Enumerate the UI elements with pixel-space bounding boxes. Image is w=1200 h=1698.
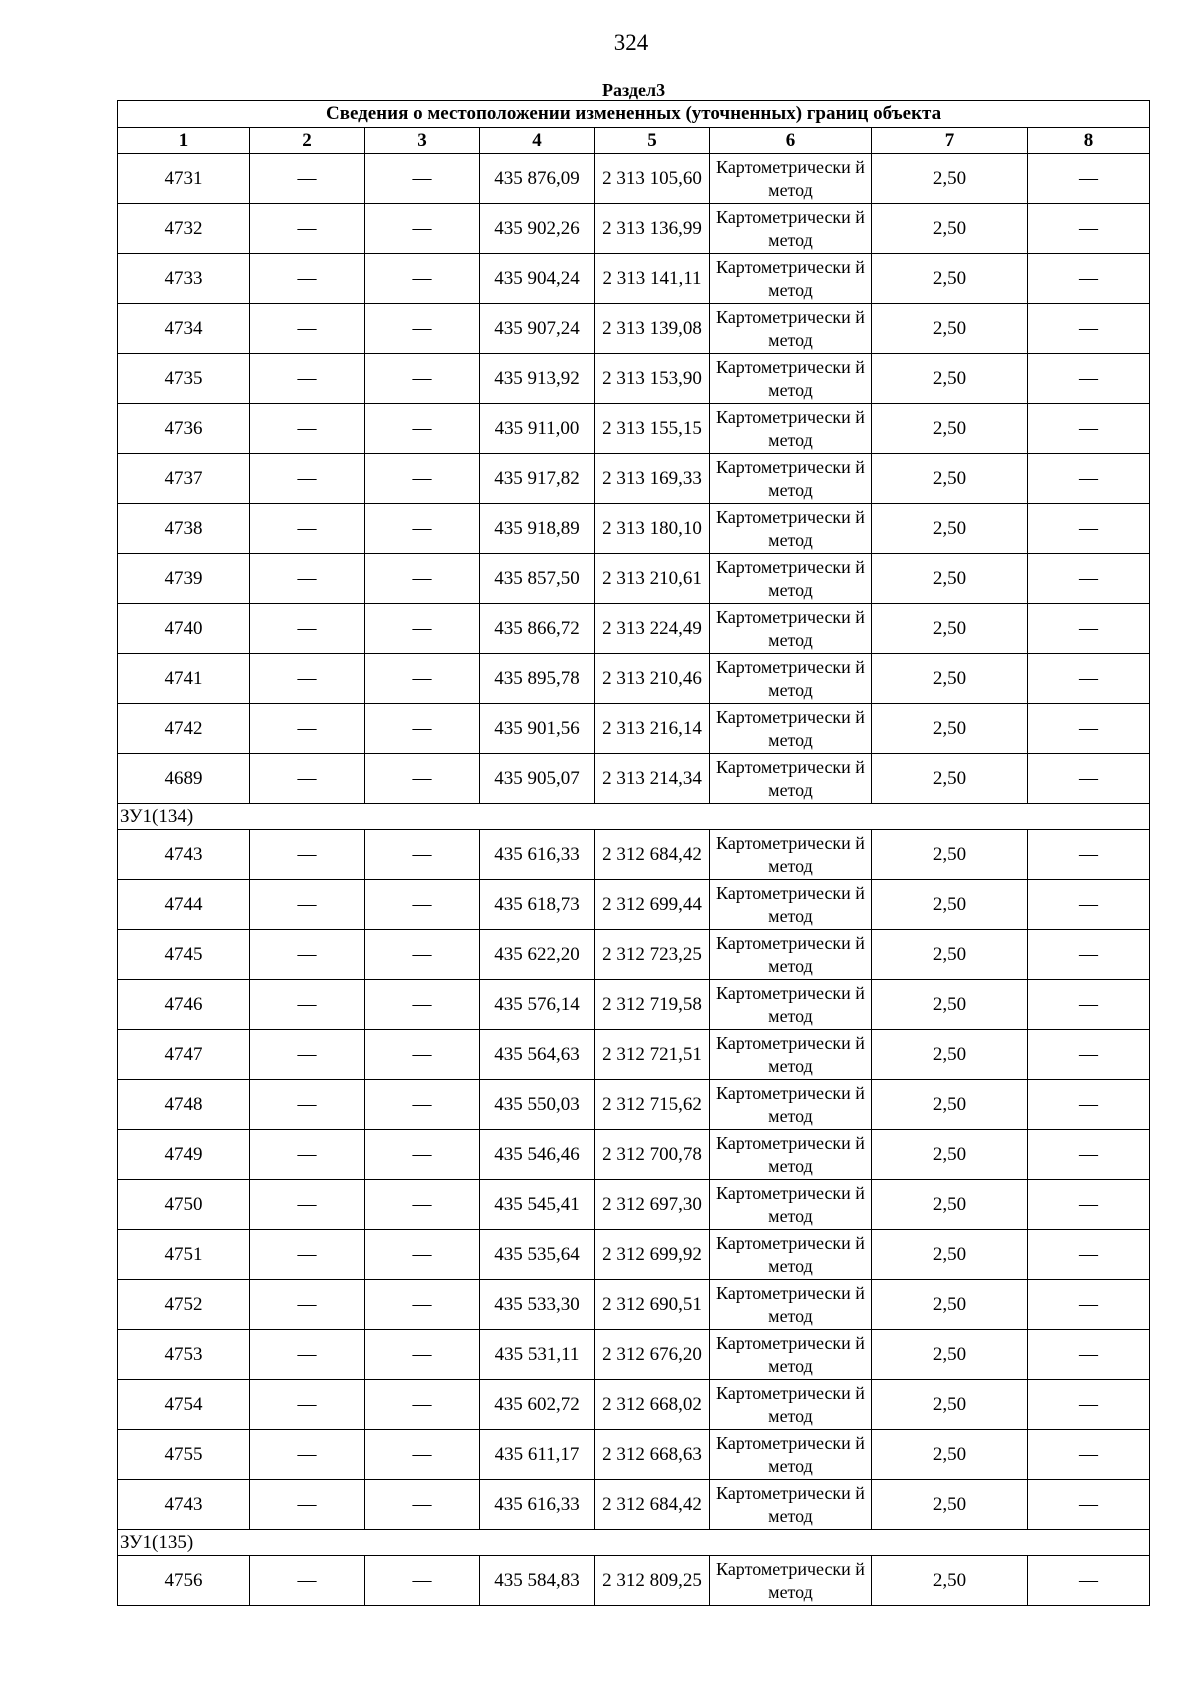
x-coordinate-cell: 435 550,03 [480,1080,595,1130]
table-body [118,154,1150,1606]
point-number-cell: 4734 [118,304,250,354]
table-row [118,154,1150,204]
method-cell: Картометрически й метод [710,880,872,930]
empty-cell: — [365,930,480,980]
empty-cell: — [365,254,480,304]
empty-cell: — [1028,1180,1150,1230]
empty-cell: — [1028,880,1150,930]
y-coordinate-cell: 2 312 700,78 [595,1130,710,1180]
y-coordinate-cell: 2 312 723,25 [595,930,710,980]
empty-cell: — [250,1480,365,1530]
empty-cell: — [365,1130,480,1180]
column-number: 2 [250,128,365,154]
y-coordinate-cell: 2 313 180,10 [595,504,710,554]
group-label-row [118,1530,1150,1556]
y-coordinate-cell: 2 312 721,51 [595,1030,710,1080]
empty-cell: — [1028,404,1150,454]
accuracy-cell: 2,50 [872,1230,1028,1280]
table-row [118,1080,1150,1130]
boundary-coordinates-table [117,80,1150,1606]
empty-cell: — [250,304,365,354]
method-cell: Картометрически й метод [710,1130,872,1180]
x-coordinate-cell: 435 611,17 [480,1430,595,1480]
empty-cell: — [1028,554,1150,604]
empty-cell: — [1028,1380,1150,1430]
empty-cell: — [1028,304,1150,354]
accuracy-cell: 2,50 [872,1280,1028,1330]
empty-cell: — [250,454,365,504]
x-coordinate-cell: 435 904,24 [480,254,595,304]
empty-cell: — [365,204,480,254]
empty-cell: — [1028,504,1150,554]
table-row [118,654,1150,704]
method-cell: Картометрически й метод [710,1556,872,1606]
accuracy-cell: 2,50 [872,1130,1028,1180]
empty-cell: — [1028,1430,1150,1480]
empty-cell: — [365,604,480,654]
empty-cell: — [365,880,480,930]
method-cell: Картометрически й метод [710,1430,872,1480]
table-row [118,204,1150,254]
point-number-cell: 4743 [118,830,250,880]
table-row [118,754,1150,804]
empty-cell: — [1028,754,1150,804]
column-number-row [118,128,1150,154]
point-number-cell: 4731 [118,154,250,204]
point-number-cell: 4732 [118,204,250,254]
point-number-cell: 4740 [118,604,250,654]
x-coordinate-cell: 435 866,72 [480,604,595,654]
method-cell: Картометрически й метод [710,704,872,754]
method-cell: Картометрически й метод [710,604,872,654]
empty-cell: — [250,1080,365,1130]
column-number: 5 [595,128,710,154]
x-coordinate-cell: 435 546,46 [480,1130,595,1180]
y-coordinate-cell: 2 313 214,34 [595,754,710,804]
empty-cell: — [250,604,365,654]
table-row [118,980,1150,1030]
table-row [118,704,1150,754]
empty-cell: — [250,980,365,1030]
empty-cell: — [250,1280,365,1330]
x-coordinate-cell: 435 535,64 [480,1230,595,1280]
accuracy-cell: 2,50 [872,1080,1028,1130]
empty-cell: — [365,354,480,404]
table-title: Сведения о местоположении измененных (уточненных) границ объекта [118,101,1150,128]
empty-cell: — [365,1230,480,1280]
method-cell: Картометрически й метод [710,980,872,1030]
empty-cell: — [365,754,480,804]
method-cell: Картометрически й метод [710,754,872,804]
empty-cell: — [1028,204,1150,254]
x-coordinate-cell: 435 545,41 [480,1180,595,1230]
accuracy-cell: 2,50 [872,1556,1028,1606]
method-cell: Картометрически й метод [710,454,872,504]
empty-cell: — [365,704,480,754]
accuracy-cell: 2,50 [872,254,1028,304]
empty-cell: — [365,454,480,504]
empty-cell: — [250,754,365,804]
empty-cell: — [365,654,480,704]
x-coordinate-cell: 435 616,33 [480,830,595,880]
method-cell: Картометрически й метод [710,1380,872,1430]
y-coordinate-cell: 2 313 136,99 [595,204,710,254]
empty-cell: — [1028,454,1150,504]
point-number-cell: 4754 [118,1380,250,1430]
x-coordinate-cell: 435 584,83 [480,1556,595,1606]
table-row [118,354,1150,404]
table-row [118,880,1150,930]
empty-cell: — [365,504,480,554]
method-cell: Картометрически й метод [710,504,872,554]
accuracy-cell: 2,50 [872,880,1028,930]
accuracy-cell: 2,50 [872,980,1028,1030]
table-row [118,1430,1150,1480]
empty-cell: — [250,554,365,604]
empty-cell: — [1028,254,1150,304]
accuracy-cell: 2,50 [872,604,1028,654]
empty-cell: — [365,304,480,354]
empty-cell: — [1028,930,1150,980]
method-cell: Картометрически й метод [710,1480,872,1530]
table-row [118,1556,1150,1606]
accuracy-cell: 2,50 [872,1180,1028,1230]
table-row [118,254,1150,304]
x-coordinate-cell: 435 876,09 [480,154,595,204]
empty-cell: — [1028,654,1150,704]
table-row [118,554,1150,604]
method-cell: Картометрически й метод [710,1030,872,1080]
empty-cell: — [250,1130,365,1180]
empty-cell: — [1028,1130,1150,1180]
empty-cell: — [1028,1556,1150,1606]
point-number-cell: 4745 [118,930,250,980]
empty-cell: — [1028,830,1150,880]
column-number: 1 [118,128,250,154]
y-coordinate-cell: 2 312 697,30 [595,1180,710,1230]
empty-cell: — [365,1180,480,1230]
accuracy-cell: 2,50 [872,1030,1028,1080]
y-coordinate-cell: 2 312 668,02 [595,1380,710,1430]
y-coordinate-cell: 2 312 719,58 [595,980,710,1030]
empty-cell: — [250,154,365,204]
x-coordinate-cell: 435 618,73 [480,880,595,930]
empty-cell: — [250,704,365,754]
method-cell: Картометрически й метод [710,1180,872,1230]
x-coordinate-cell: 435 622,20 [480,930,595,980]
group-label: ЗУ1(135) [118,1530,1150,1556]
empty-cell: — [250,930,365,980]
empty-cell: — [365,1280,480,1330]
accuracy-cell: 2,50 [872,1380,1028,1430]
table-row [118,454,1150,504]
y-coordinate-cell: 2 313 210,46 [595,654,710,704]
point-number-cell: 4742 [118,704,250,754]
x-coordinate-cell: 435 895,78 [480,654,595,704]
empty-cell: — [1028,704,1150,754]
empty-cell: — [250,1180,365,1230]
accuracy-cell: 2,50 [872,930,1028,980]
column-number: 4 [480,128,595,154]
accuracy-cell: 2,50 [872,454,1028,504]
empty-cell: — [250,1556,365,1606]
page-number: 324 [613,30,649,55]
point-number-cell: 4748 [118,1080,250,1130]
method-cell: Картометрически й метод [710,1080,872,1130]
empty-cell: — [365,1430,480,1480]
accuracy-cell: 2,50 [872,154,1028,204]
y-coordinate-cell: 2 312 668,63 [595,1430,710,1480]
table-row [118,830,1150,880]
point-number-cell: 4737 [118,454,250,504]
point-number-cell: 4736 [118,404,250,454]
empty-cell: — [250,1230,365,1280]
x-coordinate-cell: 435 564,63 [480,1030,595,1080]
table-row [118,1180,1150,1230]
y-coordinate-cell: 2 313 224,49 [595,604,710,654]
method-cell: Картометрически й метод [710,154,872,204]
empty-cell: — [365,1330,480,1380]
x-coordinate-cell: 435 531,11 [480,1330,595,1380]
empty-cell: — [365,154,480,204]
empty-cell: — [365,1030,480,1080]
table-row [118,930,1150,980]
table-row [118,304,1150,354]
empty-cell: — [250,354,365,404]
accuracy-cell: 2,50 [872,404,1028,454]
point-number-cell: 4753 [118,1330,250,1380]
empty-cell: — [365,980,480,1030]
x-coordinate-cell: 435 911,00 [480,404,595,454]
point-number-cell: 4750 [118,1180,250,1230]
empty-cell: — [1028,154,1150,204]
x-coordinate-cell: 435 857,50 [480,554,595,604]
x-coordinate-cell: 435 917,82 [480,454,595,504]
y-coordinate-cell: 2 312 684,42 [595,1480,710,1530]
empty-cell: — [365,554,480,604]
empty-cell: — [1028,354,1150,404]
y-coordinate-cell: 2 313 105,60 [595,154,710,204]
column-number: 7 [872,128,1028,154]
accuracy-cell: 2,50 [872,304,1028,354]
empty-cell: — [1028,1080,1150,1130]
empty-cell: — [250,1430,365,1480]
accuracy-cell: 2,50 [872,754,1028,804]
accuracy-cell: 2,50 [872,1330,1028,1380]
method-cell: Картометрически й метод [710,654,872,704]
empty-cell: — [365,1556,480,1606]
column-number: 6 [710,128,872,154]
x-coordinate-cell: 435 602,72 [480,1380,595,1430]
y-coordinate-cell: 2 312 699,44 [595,880,710,930]
x-coordinate-cell: 435 901,56 [480,704,595,754]
y-coordinate-cell: 2 313 153,90 [595,354,710,404]
section-title: Раздел3 [118,80,1150,101]
empty-cell: — [1028,1030,1150,1080]
accuracy-cell: 2,50 [872,204,1028,254]
table-row [118,504,1150,554]
empty-cell: — [1028,1480,1150,1530]
method-cell: Картометрически й метод [710,254,872,304]
method-cell: Картометрически й метод [710,354,872,404]
accuracy-cell: 2,50 [872,1480,1028,1530]
point-number-cell: 4735 [118,354,250,404]
accuracy-cell: 2,50 [872,830,1028,880]
point-number-cell: 4744 [118,880,250,930]
accuracy-cell: 2,50 [872,354,1028,404]
y-coordinate-cell: 2 312 715,62 [595,1080,710,1130]
accuracy-cell: 2,50 [872,704,1028,754]
empty-cell: — [250,504,365,554]
empty-cell: — [250,1380,365,1430]
empty-cell: — [250,204,365,254]
point-number-cell: 4689 [118,754,250,804]
table-row [118,1280,1150,1330]
point-number-cell: 4733 [118,254,250,304]
empty-cell: — [250,404,365,454]
method-cell: Картометрически й метод [710,830,872,880]
x-coordinate-cell: 435 907,24 [480,304,595,354]
empty-cell: — [1028,1330,1150,1380]
x-coordinate-cell: 435 913,92 [480,354,595,404]
point-number-cell: 4751 [118,1230,250,1280]
x-coordinate-cell: 435 533,30 [480,1280,595,1330]
method-cell: Картометрически й метод [710,554,872,604]
accuracy-cell: 2,50 [872,1430,1028,1480]
point-number-cell: 4755 [118,1430,250,1480]
accuracy-cell: 2,50 [872,504,1028,554]
x-coordinate-cell: 435 918,89 [480,504,595,554]
empty-cell: — [250,1330,365,1380]
method-cell: Картометрически й метод [710,1280,872,1330]
empty-cell: — [250,1030,365,1080]
y-coordinate-cell: 2 313 216,14 [595,704,710,754]
y-coordinate-cell: 2 312 676,20 [595,1330,710,1380]
y-coordinate-cell: 2 312 684,42 [595,830,710,880]
y-coordinate-cell: 2 313 210,61 [595,554,710,604]
empty-cell: — [1028,980,1150,1030]
method-cell: Картометрически й метод [710,1230,872,1280]
point-number-cell: 4746 [118,980,250,1030]
x-coordinate-cell: 435 576,14 [480,980,595,1030]
empty-cell: — [1028,1230,1150,1280]
empty-cell: — [365,404,480,454]
group-label: ЗУ1(134) [118,804,1150,830]
method-cell: Картометрически й метод [710,930,872,980]
y-coordinate-cell: 2 313 155,15 [595,404,710,454]
accuracy-cell: 2,50 [872,554,1028,604]
y-coordinate-cell: 2 313 141,11 [595,254,710,304]
table-row [118,1330,1150,1380]
point-number-cell: 4739 [118,554,250,604]
group-label-row [118,804,1150,830]
empty-cell: — [250,254,365,304]
point-number-cell: 4743 [118,1480,250,1530]
table-row [118,404,1150,454]
y-coordinate-cell: 2 313 139,08 [595,304,710,354]
point-number-cell: 4747 [118,1030,250,1080]
x-coordinate-cell: 435 616,33 [480,1480,595,1530]
empty-cell: — [1028,604,1150,654]
table-row [118,1130,1150,1180]
empty-cell: — [365,1480,480,1530]
method-cell: Картометрически й метод [710,404,872,454]
point-number-cell: 4756 [118,1556,250,1606]
empty-cell: — [365,1380,480,1430]
y-coordinate-cell: 2 312 809,25 [595,1556,710,1606]
y-coordinate-cell: 2 312 699,92 [595,1230,710,1280]
column-number: 3 [365,128,480,154]
column-number: 8 [1028,128,1150,154]
x-coordinate-cell: 435 902,26 [480,204,595,254]
method-cell: Картометрически й метод [710,304,872,354]
point-number-cell: 4741 [118,654,250,704]
method-cell: Картометрически й метод [710,204,872,254]
empty-cell: — [250,830,365,880]
table-row [118,1480,1150,1530]
empty-cell: — [250,654,365,704]
empty-cell: — [365,830,480,880]
empty-cell: — [365,1080,480,1130]
point-number-cell: 4738 [118,504,250,554]
x-coordinate-cell: 435 905,07 [480,754,595,804]
table-row [118,604,1150,654]
empty-cell: — [250,880,365,930]
y-coordinate-cell: 2 313 169,33 [595,454,710,504]
method-cell: Картометрически й метод [710,1330,872,1380]
table-row [118,1230,1150,1280]
point-number-cell: 4752 [118,1280,250,1330]
point-number-cell: 4749 [118,1130,250,1180]
empty-cell: — [1028,1280,1150,1330]
table-row [118,1380,1150,1430]
accuracy-cell: 2,50 [872,654,1028,704]
table-row [118,1030,1150,1080]
y-coordinate-cell: 2 312 690,51 [595,1280,710,1330]
